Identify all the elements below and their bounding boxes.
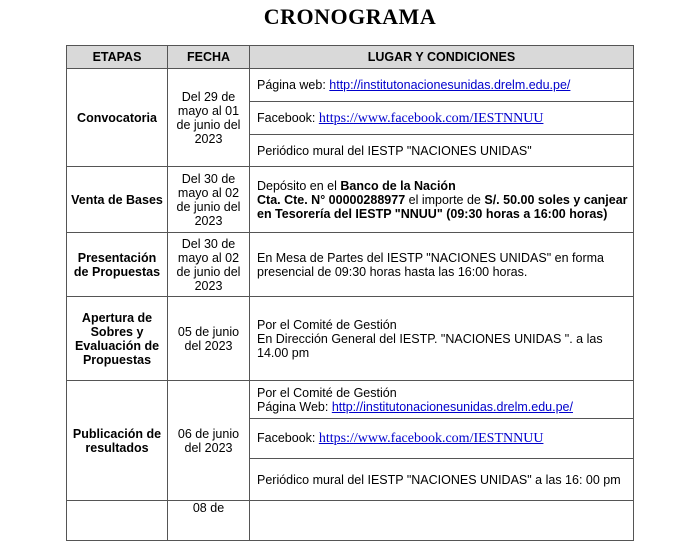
table-row (67, 297, 634, 381)
deposit-text-1: Depósito en el (257, 178, 341, 193)
table-row (67, 167, 634, 233)
cell-deposit (250, 167, 634, 233)
publicacion-line-1: Por el Comité de Gestión (257, 385, 397, 400)
apertura-line-2: En Dirección General del IESTP. "NACIONES UNIDAS ". a las 14.00 pm (257, 331, 603, 360)
header-stages: ETAPAS (67, 46, 168, 69)
date-next: 08 de (168, 501, 250, 541)
stage-venta: Venta de Bases (67, 167, 168, 233)
date-apertura: 05 de junio del 2023 (168, 297, 250, 381)
table-row (67, 233, 634, 297)
apertura-line-1: Por el Comité de Gestión (257, 317, 397, 332)
stage-next (67, 501, 168, 541)
publicacion-web-label: Página Web: (257, 399, 332, 414)
stage-apertura: Apertura de Sobres y Evaluación de Propuestas (67, 297, 168, 381)
cell-apertura (250, 297, 634, 381)
header-conditions: LUGAR Y CONDICIONES (250, 46, 634, 69)
stage-presentacion: Presentación de Propuestas (67, 233, 168, 297)
cell-presentacion: En Mesa de Partes del IESTP "NACIONES UNIDAS" en forma presencial de 09:30 horas hasta las 16:00 horas. (250, 233, 634, 297)
deposit-bank: Banco de la Nación (340, 178, 456, 193)
date-venta: Del 30 de mayo al 02 de junio del 2023 (168, 167, 250, 233)
table-header-row (67, 46, 634, 69)
header-date: FECHA (168, 46, 250, 69)
date-publicacion: 06 de junio del 2023 (168, 381, 250, 501)
stage-convocatoria: Convocatoria (67, 69, 168, 167)
table-row (67, 501, 634, 541)
date-presentacion: Del 30 de mayo al 02 de junio del 2023 (168, 233, 250, 297)
cell-mural: Periódico mural del IESTP "NACIONES UNIDAS" (250, 135, 634, 167)
cell-next (250, 501, 634, 541)
deposit-text-2: el importe de (405, 192, 485, 207)
facebook-label: Facebook: (257, 110, 319, 125)
stage-publicacion: Publicación de resultados (67, 381, 168, 501)
page-title: CRONOGRAMA (263, 4, 437, 29)
deposit-account: Cta. Cte. N° 00000288977 (257, 192, 406, 207)
date-convocatoria: Del 29 de mayo al 01 de junio del 2023 (168, 69, 250, 167)
cell-facebook (250, 102, 634, 135)
cell-publicacion-web (250, 381, 634, 419)
schedule-table (66, 45, 634, 541)
table-row (67, 381, 634, 419)
deposit-amount: S/. 50.00 soles y canjear en Tesorería del IESTP "NNUU" (09:30 horas a 16:00 horas) (257, 192, 628, 221)
web-label: Página web: (257, 78, 330, 92)
publicacion-facebook-label: Facebook: (257, 431, 319, 445)
publicacion-facebook-link[interactable]: https://www.facebook.com/IESTNNUU (318, 431, 544, 446)
facebook-link[interactable]: https://www.facebook.com/IESTNNUU (318, 110, 544, 126)
cell-web (250, 69, 634, 102)
table-row (67, 69, 634, 102)
publicacion-web-link[interactable]: http://institutonacionesunidas.drelm.edu.pe/ (331, 399, 573, 414)
cell-publicacion-facebook (250, 419, 634, 459)
cell-publicacion-mural: Periódico mural del IESTP "NACIONES UNIDAS" a las 16: 00 pm (250, 459, 634, 501)
web-link[interactable]: http://institutonacionesunidas.drelm.edu.pe/ (329, 78, 571, 92)
